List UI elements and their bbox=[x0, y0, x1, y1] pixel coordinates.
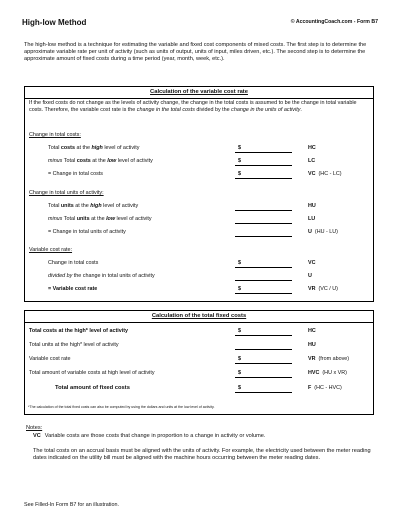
row-label: Change in total costs bbox=[48, 260, 99, 266]
code-vc: VC bbox=[308, 260, 316, 266]
code-lc: LC bbox=[308, 158, 316, 164]
row-label: Variable cost rate bbox=[29, 356, 71, 362]
row-variable-cost-rate bbox=[25, 286, 373, 295]
total-variable-costs-input[interactable] bbox=[235, 370, 292, 378]
dollar-sign: $ bbox=[238, 260, 241, 266]
total-fixed-costs-box bbox=[24, 310, 374, 415]
row-low-units bbox=[25, 216, 373, 225]
section-heading-costs: Change in total costs: bbox=[29, 132, 81, 138]
fixed-box-title: Calculation of the total fixed costs bbox=[151, 313, 247, 319]
dollar-sign: $ bbox=[238, 158, 241, 164]
row-label: minus Total costs at the low level of activity bbox=[48, 158, 153, 164]
code-vr: VR (VC / U) bbox=[308, 286, 338, 292]
row-label: minus Total units at the low level of activity bbox=[48, 216, 152, 222]
low-costs-input[interactable] bbox=[235, 158, 292, 166]
low-units-input[interactable] bbox=[235, 216, 292, 224]
row-label: Total costs at the high level of activity bbox=[48, 145, 140, 151]
row-total-variable-costs bbox=[25, 370, 373, 379]
row-label: = Change in total units of activity bbox=[48, 229, 126, 235]
code-u: U bbox=[308, 273, 312, 279]
row-label: Total amount of fixed costs bbox=[55, 385, 130, 391]
variable-box-title: Calculation of the variable cost rate bbox=[150, 89, 248, 95]
high-units-input[interactable] bbox=[235, 203, 292, 211]
dollar-sign: $ bbox=[238, 356, 241, 362]
row-rate-change-costs bbox=[25, 260, 373, 269]
row-change-units bbox=[25, 229, 373, 238]
row-high-units bbox=[25, 203, 373, 212]
page-title: High-low Method bbox=[22, 18, 87, 27]
title-divider bbox=[25, 322, 373, 323]
variable-cost-rate-input[interactable] bbox=[235, 286, 292, 294]
code-hu: HU bbox=[308, 342, 316, 348]
dollar-sign: $ bbox=[238, 171, 241, 177]
row-label: Total amount of variable costs at high level of activity bbox=[29, 370, 155, 376]
total-units-high-input[interactable] bbox=[235, 342, 292, 350]
row-total-fixed-costs bbox=[25, 385, 373, 394]
code-hc: HC bbox=[308, 145, 316, 151]
note-vc: VC Variable costs are those costs that change in proportion to a change in activity or volume. bbox=[33, 433, 266, 439]
code-vr: VR (from above) bbox=[308, 356, 350, 362]
copyright-form-label: © AccountingCoach.com - Form B7 bbox=[290, 19, 378, 25]
dollar-sign: $ bbox=[238, 328, 241, 334]
dollar-sign: $ bbox=[238, 286, 241, 292]
row-label: Total costs at the high* level of activity bbox=[29, 328, 129, 334]
page-header bbox=[22, 18, 378, 30]
code-hc: HC bbox=[308, 328, 316, 334]
change-units-input[interactable] bbox=[235, 229, 292, 237]
code-hvc: HVC (HU x VR) bbox=[308, 370, 347, 376]
row-label: = Variable cost rate bbox=[48, 286, 98, 292]
total-costs-high-input[interactable] bbox=[235, 328, 292, 336]
code-vc: VC (HC - LC) bbox=[308, 171, 342, 177]
row-label: = Change in total costs bbox=[48, 171, 103, 177]
row-label: Total units at the high* level of activity bbox=[29, 342, 119, 348]
see-illustration-link[interactable]: See Filled-In Form B7 for an illustration. bbox=[24, 502, 119, 508]
intro-paragraph: The high-low method is a technique for estimating the variable and fixed cost components of mixed costs. The first step is to determine the approximate variable rate per unit of activity (such as units of output, units of input, miles driven, etc.). The second step is to determine the approximate amount of fixed costs during a time period (year, month, week, etc.). bbox=[24, 42, 367, 63]
row-change-costs bbox=[25, 171, 373, 180]
row-variable-cost-rate bbox=[25, 356, 373, 365]
section-heading-units: Change in total units of activity: bbox=[29, 190, 104, 196]
change-costs-input[interactable] bbox=[235, 171, 292, 179]
title-divider bbox=[25, 98, 373, 99]
variable-rate-input[interactable] bbox=[235, 356, 292, 364]
row-high-costs bbox=[25, 145, 373, 154]
total-fixed-costs-input[interactable] bbox=[235, 385, 292, 393]
code-lu: LU bbox=[308, 216, 316, 222]
fixed-box-footnote: *The calculation of the total fixed costs can also be computed by using the dollars and units at the low level of activity. bbox=[28, 405, 215, 409]
section-heading-rate: Variable cost rate: bbox=[29, 247, 73, 253]
code-f: F (HC - HVC) bbox=[308, 385, 342, 391]
code-u: U (HU - LU) bbox=[308, 229, 338, 235]
dollar-sign: $ bbox=[238, 370, 241, 376]
notes-heading: Notes: bbox=[26, 425, 43, 431]
variable-cost-rate-box bbox=[24, 86, 374, 302]
dollar-sign: $ bbox=[238, 145, 241, 151]
code-hu: HU bbox=[308, 203, 316, 209]
row-label: divided by the change in total units of activity bbox=[48, 273, 155, 279]
dollar-sign: $ bbox=[238, 385, 241, 391]
divided-units-input[interactable] bbox=[235, 273, 292, 281]
row-divided-units bbox=[25, 273, 373, 282]
row-total-units-high bbox=[25, 342, 373, 351]
variable-box-explanation: If the fixed costs do not change as the levels of activity change, the change in the total costs is assumed to be the change in total variable costs. Therefore, the variable cost rate is the change in the total costs divided by the change in the units of activity. bbox=[29, 100, 357, 113]
row-label: Total units at the high level of activity bbox=[48, 203, 139, 209]
row-low-costs bbox=[25, 158, 373, 167]
high-costs-input[interactable] bbox=[235, 145, 292, 153]
accrual-paragraph: The total costs on an accrual basis must be aligned with the units of activity. For example, the electricity used between the meter reading dates indicated on the utility bill must be aligned with the machine hours occurring between the meter reading dates. bbox=[33, 448, 371, 462]
row-total-costs-high bbox=[25, 328, 373, 337]
rate-change-costs-input[interactable] bbox=[235, 260, 292, 268]
